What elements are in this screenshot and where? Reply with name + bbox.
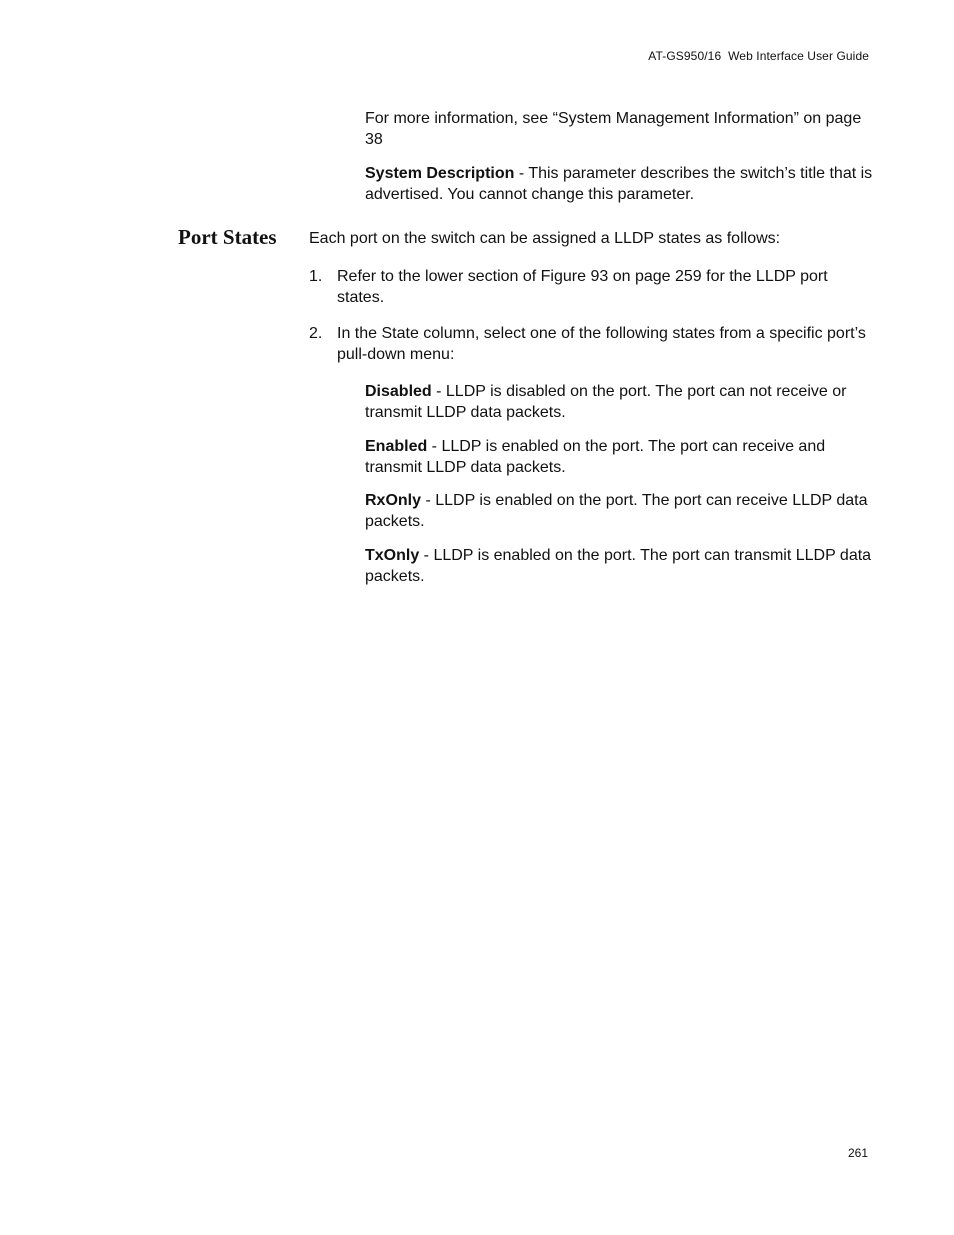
state-description: - LLDP is disabled on the port. The port can not receive or transmit LLDP data packets. — [365, 383, 847, 421]
system-description-text: - This parameter describes the switch’s title that is advertised. You cannot change this parameter. — [365, 165, 873, 203]
step-number: 2. — [309, 325, 323, 342]
list-item-step-2 — [309, 323, 869, 365]
state-term: Enabled — [365, 438, 428, 455]
state-term: TxOnly — [365, 547, 420, 564]
system-description-paragraph — [365, 163, 875, 205]
state-description: - LLDP is enabled on the port. The port can receive and transmit LLDP data packets. — [365, 438, 826, 476]
more-info-paragraph: For more information, see “System Management Information” on page 38 — [365, 110, 862, 148]
state-definition-enabled — [365, 436, 875, 478]
step-text: Refer to the lower section of Figure 93 on page 259 for the LLDP port states. — [337, 268, 828, 306]
step-number: 1. — [309, 268, 323, 285]
state-definition-disabled — [365, 381, 875, 423]
state-definition-rxonly — [365, 490, 875, 532]
state-description: - LLDP is enabled on the port. The port can receive LLDP data packets. — [365, 492, 868, 530]
list-item-step-1 — [309, 266, 869, 308]
step-text: In the State column, select one of the following states from a specific port’s pull-down menu: — [337, 325, 866, 363]
port-states-intro: Each port on the switch can be assigned a LLDP states as follows: — [309, 230, 781, 247]
state-term: Disabled — [365, 383, 432, 400]
state-description: - LLDP is enabled on the port. The port can transmit LLDP data packets. — [365, 547, 872, 585]
state-definition-txonly — [365, 545, 875, 587]
system-description-term: System Description — [365, 165, 515, 182]
state-term: RxOnly — [365, 492, 422, 509]
running-header: AT-GS950/16 Web Interface User Guide — [648, 49, 869, 63]
page-number: 261 — [847, 1146, 868, 1160]
section-heading-port-states: Port States — [178, 225, 277, 249]
